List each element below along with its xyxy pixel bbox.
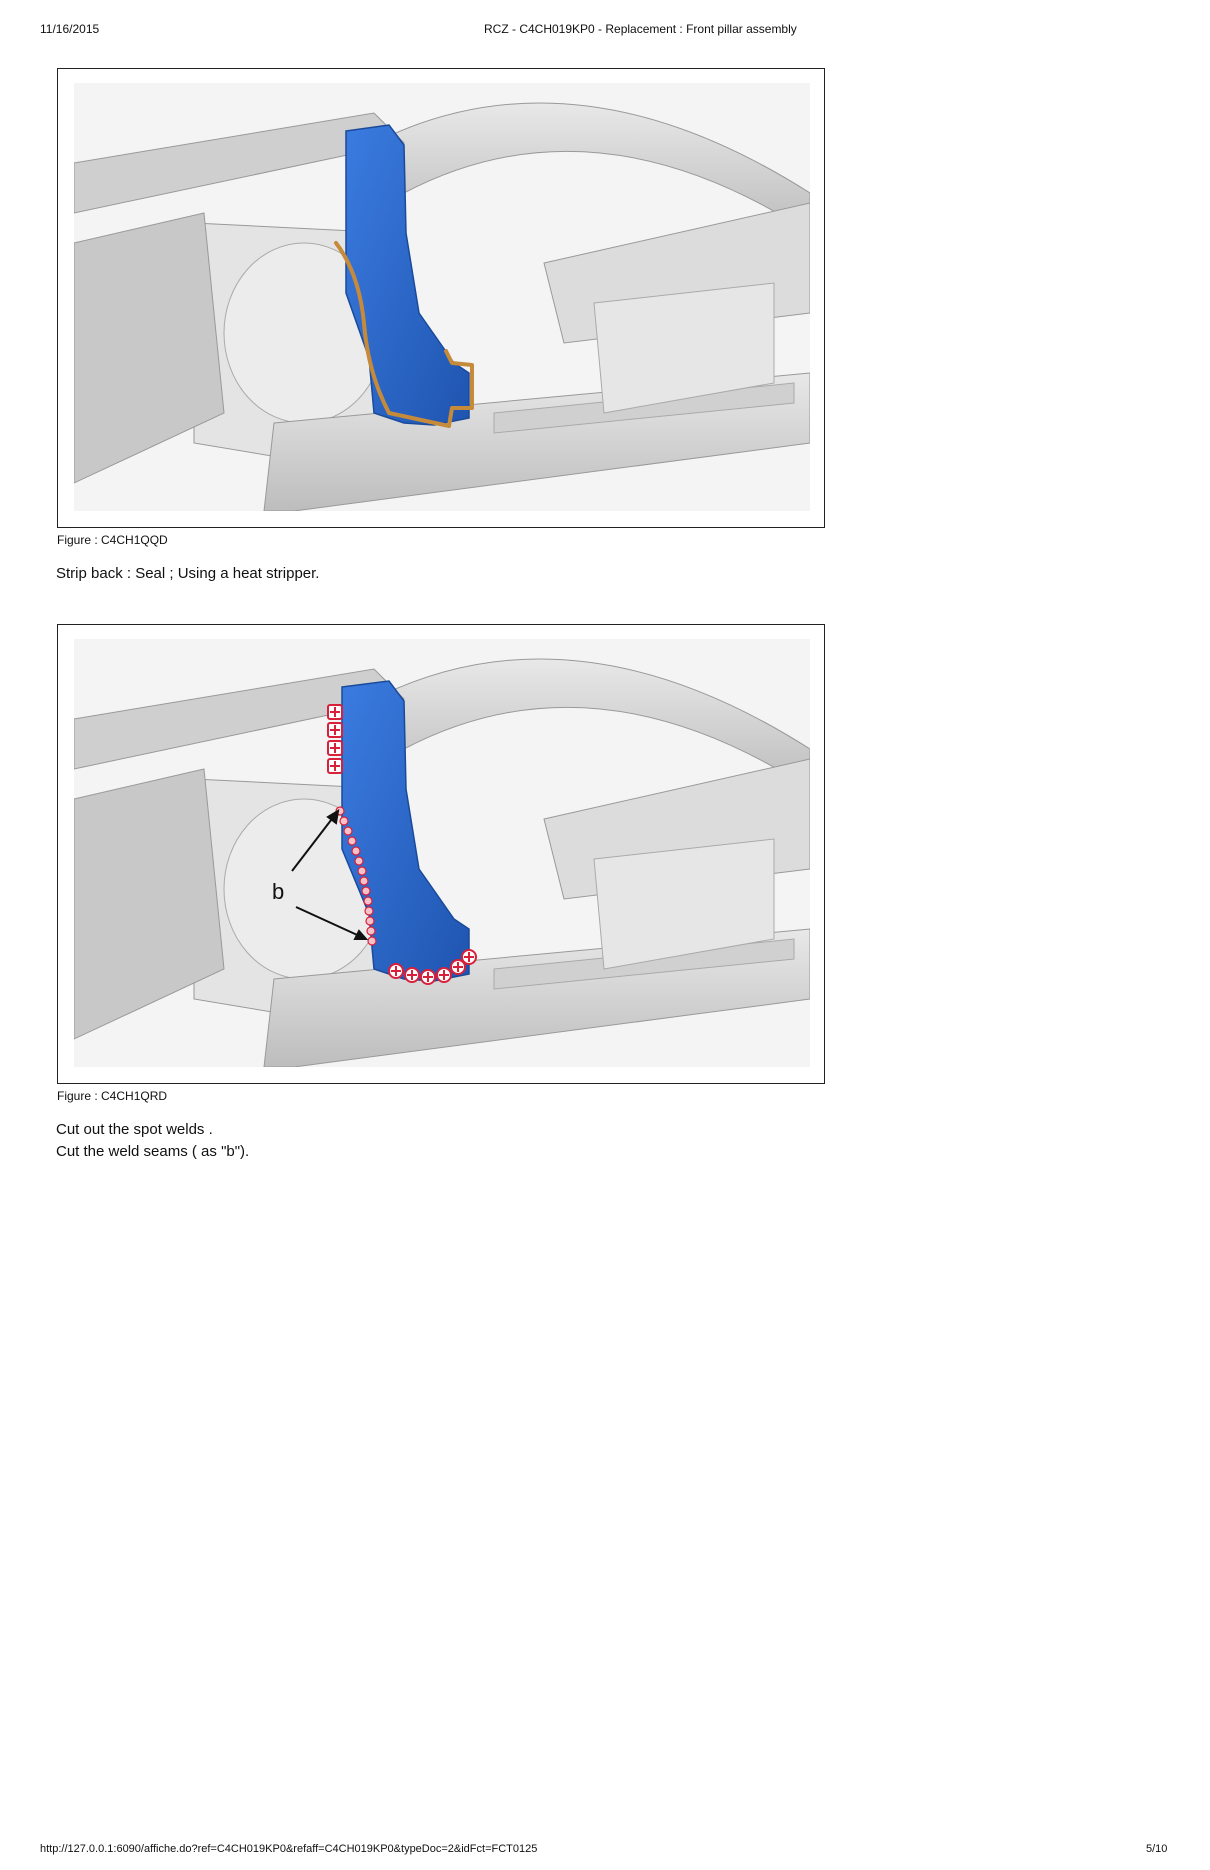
- figure-2-frame: [57, 624, 825, 1084]
- figure-1-caption: Figure : C4CH1QQD: [57, 533, 168, 547]
- figure-1-instruction-1: Strip back : Seal ; Using a heat stripper.: [56, 565, 320, 582]
- figure-2-instruction-2: Cut the weld seams ( as "b").: [56, 1143, 250, 1160]
- footer-url: http://127.0.0.1:6090/affiche.do?ref=C4CH019KP0&refaff=C4CH019KP0&typeDoc=2&idFct=FCT0125: [40, 1843, 538, 1855]
- footer-page-number: 5/10: [1146, 1843, 1168, 1855]
- header-title: RCZ - C4CH019KP0 - Replacement : Front pillar assembly: [484, 22, 797, 36]
- figure-1-frame: [57, 68, 825, 528]
- figure-1-illustration: [74, 83, 810, 511]
- header-date: 11/16/2015: [40, 22, 100, 36]
- figure-2-instruction-1: Cut out the spot welds .: [56, 1121, 213, 1138]
- callout-b-label: b: [272, 879, 285, 904]
- figure-2-illustration: [74, 639, 810, 1067]
- figure-2-caption: Figure : C4CH1QRD: [57, 1089, 168, 1103]
